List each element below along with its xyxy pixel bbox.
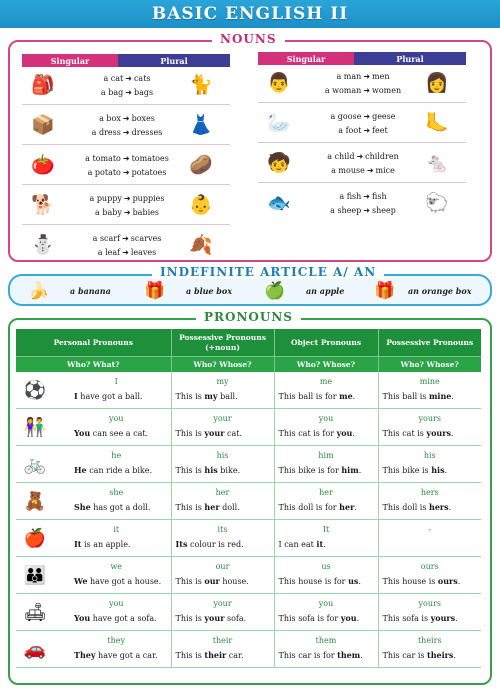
plural-label: Plural (118, 54, 230, 67)
example-sentence: She has got a doll. (74, 502, 151, 512)
noun-line (72, 154, 182, 163)
pronoun-word: them (315, 636, 337, 645)
bike-icon: 🚲 (23, 454, 47, 475)
sheep-icon: 🐑 (425, 192, 449, 214)
pronoun-word: they (107, 636, 126, 645)
arrow-right-icon: ➜ (363, 206, 370, 215)
pronoun-cell (378, 520, 481, 557)
singular-noun: a potato (87, 168, 121, 177)
arrow-right-icon: ➜ (125, 88, 132, 97)
plural-noun: cats (133, 74, 151, 83)
pronoun-word: hers (420, 488, 439, 497)
plural-noun: mice (375, 166, 395, 175)
arrow-right-icon: ➜ (363, 126, 371, 135)
pronoun-cell (171, 446, 274, 483)
singular-noun: a woman (324, 86, 362, 95)
plural-noun: fish (372, 192, 387, 201)
pronoun-row (16, 446, 481, 483)
apple-icon: 🍏 (264, 281, 286, 301)
singular-noun: a child (327, 152, 355, 161)
nouns-title: NOUNS (212, 32, 285, 46)
noun-line (72, 74, 182, 83)
noun-pair-block (22, 106, 230, 145)
pronoun-word: It (322, 525, 330, 534)
arrow-right-icon: ➜ (363, 72, 371, 81)
singular-noun: a goose (330, 112, 362, 121)
example-sentence: This is their car. (175, 650, 244, 660)
noun-pair-block (258, 104, 466, 143)
arrow-right-icon: ➜ (122, 128, 130, 137)
pronoun-row (16, 483, 481, 520)
arrow-right-icon: ➜ (125, 74, 132, 83)
pronoun-cell (16, 520, 171, 557)
pronoun-cell (274, 631, 378, 668)
plural-noun: children (365, 152, 399, 161)
noun-line (72, 248, 182, 257)
pronoun-cell (274, 594, 378, 631)
example-sentence: This is your cat. (175, 428, 242, 438)
example-sentence: He can ride a bike. (74, 465, 153, 475)
pronoun-cell (378, 594, 481, 631)
pronoun-word: you (318, 599, 334, 608)
plural-noun: scarves (130, 234, 162, 243)
arrow-right-icon: ➜ (122, 168, 130, 177)
pronoun-cell (378, 372, 481, 409)
noun-line (308, 126, 418, 135)
pronoun-word: yours (418, 414, 441, 423)
noun-pair-block (22, 66, 230, 105)
singular-noun: a puppy (89, 194, 122, 203)
singular-noun: a foot (338, 126, 362, 135)
plural-noun: boxes (131, 114, 155, 123)
goose-icon: 🦢 (267, 112, 291, 134)
article-text: an orange box (408, 286, 472, 296)
header-possessive: Possessive Pronouns (378, 329, 481, 357)
page-title: BASIC ENGLISH II (151, 4, 349, 24)
example-sentence: I can eat it. (278, 539, 326, 549)
example-sentence: This sofa is for you. (278, 613, 360, 623)
example-sentence: It is an apple. (74, 539, 131, 549)
noun-pair-block (22, 226, 230, 264)
subheader: Who? Whose? (378, 357, 481, 373)
pronoun-word: you (109, 414, 124, 423)
noun-pair-block (258, 144, 466, 183)
arrow-right-icon: ➜ (356, 152, 364, 161)
pronoun-word: her (319, 488, 333, 497)
arrow-right-icon: ➜ (363, 112, 371, 121)
pronoun-word: - (428, 525, 432, 534)
pronoun-word: yours (418, 599, 441, 608)
subheader: Who? Whose? (274, 357, 378, 373)
pronoun-row (16, 557, 481, 594)
potatoes-icon: 🥔 (189, 154, 213, 176)
article-title: INDEFINITE ARTICLE A/ AN (152, 265, 384, 279)
pronoun-word: theirs (417, 636, 442, 645)
arrow-right-icon: ➜ (363, 192, 370, 201)
example-sentence: This car is theirs. (382, 650, 456, 660)
pronoun-cell (274, 557, 378, 594)
article-text: a blue box (186, 286, 232, 296)
noun-line (72, 114, 182, 123)
pronoun-word: he (111, 451, 122, 460)
noun-pair-block (258, 64, 466, 103)
singular-noun: a box (99, 114, 121, 123)
pronoun-cell (378, 409, 481, 446)
singular-label: Singular (22, 54, 118, 67)
pronoun-cell (171, 594, 274, 631)
subheader: Who? What? (16, 357, 171, 373)
pronoun-cell (171, 520, 274, 557)
noun-line (308, 112, 418, 121)
car-icon: 🚗 (23, 639, 47, 660)
banana-icon: 🍌 (28, 281, 50, 301)
page-header (0, 0, 500, 28)
header-personal: Personal Pronouns (16, 329, 171, 357)
pronoun-row (16, 372, 481, 409)
women-icon: 👩 (425, 72, 449, 94)
pronoun-row (16, 594, 481, 631)
noun-line (308, 166, 418, 175)
pronoun-word: me (319, 377, 333, 386)
pronoun-word: ours (420, 562, 439, 571)
pronoun-word: our (215, 562, 230, 571)
article-item (26, 279, 111, 303)
family-icon: 👪 (23, 565, 47, 586)
pronoun-cell (16, 483, 171, 520)
example-sentence: This is my ball. (175, 391, 238, 401)
arrow-right-icon: ➜ (363, 86, 371, 95)
child-icon: 🧒 (267, 152, 291, 174)
example-sentence: This car is for them. (278, 650, 363, 660)
singular-noun: a fish (339, 192, 362, 201)
singular-noun: a tomato (85, 154, 121, 163)
backpack-icon: 🎒 (31, 74, 55, 96)
singular-noun: a leaf (97, 248, 121, 257)
pronoun-word: your (213, 599, 232, 608)
pronoun-cell (274, 409, 378, 446)
leaves-icon: 🍂 (189, 234, 213, 256)
pronoun-word: him (318, 451, 334, 460)
pronoun-word: it (113, 525, 120, 534)
cats-icon: 🐈 (189, 74, 213, 96)
singular-noun: a baby (95, 208, 122, 217)
pronoun-word: his (216, 451, 229, 460)
plural-noun: potatoes (131, 168, 167, 177)
example-sentence: This house is for us. (278, 576, 361, 586)
plural-noun: bags (133, 88, 154, 97)
pronoun-cell (171, 631, 274, 668)
pronouns-table (16, 329, 481, 668)
kids-sofa-icon: 🛋 (23, 602, 47, 623)
noun-pair-block (22, 146, 230, 185)
noun-line (72, 208, 182, 217)
mice-icon: 🐁 (425, 152, 449, 174)
pronoun-word: we (110, 562, 123, 571)
example-sentence: This is her doll. (175, 502, 240, 512)
plural-noun: sheep (372, 206, 396, 215)
example-sentence: This doll is hers. (382, 502, 452, 512)
noun-line (72, 168, 182, 177)
noun-line (308, 152, 418, 161)
tomato-icon: 🍅 (31, 154, 55, 176)
example-sentence: This doll is for her. (278, 502, 357, 512)
plural-noun: babies (132, 208, 159, 217)
singular-noun: a sheep (330, 206, 362, 215)
pronoun-word: your (213, 414, 232, 423)
pronoun-cell (378, 631, 481, 668)
pronoun-cell (16, 594, 171, 631)
girl-boy-icon: 👫 (23, 417, 47, 438)
pronoun-cell (16, 372, 171, 409)
pronoun-cell (378, 483, 481, 520)
pronouns-title: PRONOUNS (196, 310, 301, 324)
pronoun-word: she (109, 488, 124, 497)
noun-line (72, 88, 182, 97)
example-sentence: This is our house. (175, 576, 249, 586)
noun-line (72, 234, 182, 243)
plural-noun: leaves (130, 248, 157, 257)
man-icon: 👨 (267, 72, 291, 94)
example-sentence: This bike is for him. (278, 465, 362, 475)
fish-icon: 🐟 (267, 192, 291, 214)
snowman-scarf-icon: ⛄ (31, 234, 55, 256)
pronoun-cell (378, 557, 481, 594)
arrow-right-icon: ➜ (123, 194, 131, 203)
pronoun-cell (274, 520, 378, 557)
pronoun-cell (171, 483, 274, 520)
plural-noun: tomatoes (131, 154, 169, 163)
article-item (372, 279, 472, 303)
pronoun-cell (274, 446, 378, 483)
singular-noun: a scarf (92, 234, 121, 243)
pronoun-row (16, 520, 481, 557)
header-possessive-noun: Possessive Pronouns (+noun) (171, 329, 274, 357)
pronoun-word: you (318, 414, 334, 423)
arrow-right-icon: ➜ (122, 154, 130, 163)
example-sentence: This is your sofa. (175, 613, 247, 623)
example-sentence: This cat is for you. (278, 428, 355, 438)
worm-apple-icon: 🍎 (23, 528, 47, 549)
example-sentence: This cat is yours. (382, 428, 454, 438)
singular-noun: a bag (100, 88, 124, 97)
pronoun-row (16, 631, 481, 668)
arrow-right-icon: ➜ (122, 114, 130, 123)
plural-noun: geese (372, 112, 396, 121)
plural-noun: women (372, 86, 402, 95)
pronoun-word: mine (419, 377, 440, 386)
article-text: an apple (306, 286, 345, 296)
pronoun-word: its (217, 525, 228, 534)
dresses-icon: 👗 (189, 114, 213, 136)
subheader: Who? Whose? (171, 357, 274, 373)
example-sentence: This ball is for me. (278, 391, 356, 401)
pronoun-word: my (216, 377, 229, 386)
example-sentence: This bike is his. (382, 465, 448, 475)
plural-label: Plural (354, 52, 466, 65)
article-item (262, 279, 344, 303)
singular-label: Singular (258, 52, 354, 65)
article-item (142, 279, 232, 303)
plural-noun: men (372, 72, 390, 81)
boy-ball-icon: ⚽ (23, 380, 47, 401)
example-sentence: They have got a car. (74, 650, 158, 660)
singular-noun: a mouse (331, 166, 365, 175)
noun-line (72, 194, 182, 203)
pronoun-cell (378, 446, 481, 483)
arrow-right-icon: ➜ (122, 234, 129, 243)
plural-noun: feet (372, 126, 388, 135)
article-text: a banana (70, 286, 111, 296)
example-sentence: This ball is mine. (382, 391, 454, 401)
pronoun-cell (171, 372, 274, 409)
arrow-right-icon: ➜ (123, 208, 131, 217)
pronoun-word: us (321, 562, 331, 571)
example-sentence: This sofa is yours. (382, 613, 458, 623)
pronoun-word: his (423, 451, 436, 460)
arrow-right-icon: ➜ (122, 248, 129, 257)
noun-pair-block (258, 184, 466, 222)
example-sentence: Its colour is red. (175, 539, 244, 549)
box-icon: 📦 (31, 114, 55, 136)
pronoun-word: I (114, 377, 118, 386)
singular-noun: a dress (91, 128, 121, 137)
pronoun-cell (171, 557, 274, 594)
pronoun-cell (16, 631, 171, 668)
doll-icon: 🧸 (23, 491, 47, 512)
pronoun-word: you (109, 599, 124, 608)
example-sentence: You have got a sofa. (74, 613, 157, 623)
singular-noun: a cat (103, 74, 124, 83)
header-object: Object Pronouns (274, 329, 378, 357)
feet-icon: 🦶 (425, 112, 449, 134)
babies-icon: 👶 (189, 194, 213, 216)
pronoun-row (16, 409, 481, 446)
example-sentence: I have got a ball. (74, 391, 143, 401)
plural-noun: dresses (131, 128, 163, 137)
orange-box-icon: 🎁 (374, 281, 396, 301)
noun-line (308, 206, 418, 215)
puppy-icon: 🐕 (31, 194, 55, 216)
plural-noun: puppies (132, 194, 165, 203)
pronoun-word: their (212, 636, 233, 645)
singular-noun: a man (336, 72, 362, 81)
pronoun-cell (274, 372, 378, 409)
example-sentence: This house is ours. (382, 576, 461, 586)
noun-line (308, 192, 418, 201)
pronoun-word: her (215, 488, 230, 497)
example-sentence: This is his bike. (175, 465, 241, 475)
arrow-right-icon: ➜ (366, 166, 374, 175)
noun-pair-block (22, 186, 230, 225)
pronoun-cell (171, 409, 274, 446)
noun-line (308, 72, 418, 81)
pronoun-cell (274, 483, 378, 520)
noun-line (72, 128, 182, 137)
pronoun-cell (16, 409, 171, 446)
pronoun-cell (16, 557, 171, 594)
noun-line (308, 86, 418, 95)
example-sentence: You can see a cat. (74, 428, 149, 438)
blue-box-icon: 🎁 (144, 281, 166, 301)
pronoun-cell (16, 446, 171, 483)
example-sentence: We have got a house. (74, 576, 162, 586)
